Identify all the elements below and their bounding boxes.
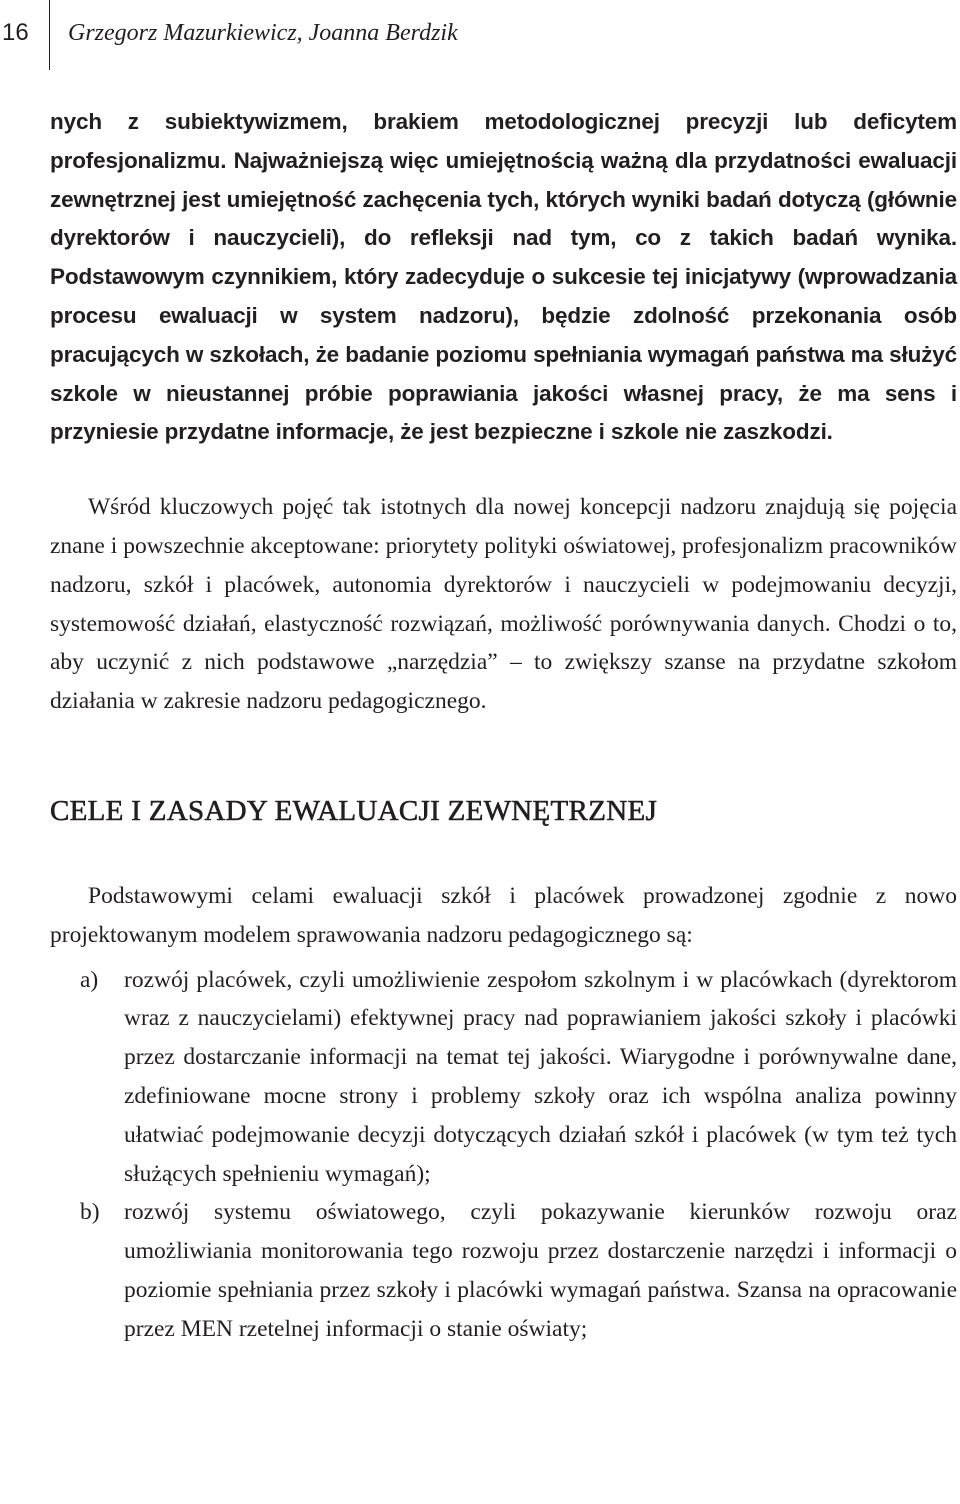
list-item-text-b: rozwój systemu oświatowego, czyli pokazywanie kierunków rozwoju oraz umożliwiania monitorowania tego rozwoju przez dostarczenie narzędzi i informacji o poziomie spełniania przez szkoły i placówki wymagań państwa. Szansa na opracowanie przez MEN rzetelnej informacji o stanie oświaty; — [124, 1199, 957, 1342]
section-heading: CELE I ZASADY EWALUACJI ZEWNĘTRZNEJ — [50, 794, 658, 827]
running-head-authors: Grzegorz Mazurkiewicz, Joanna Berdzik — [68, 20, 458, 46]
page-body — [50, 103, 957, 1349]
list-item-text-a: rozwój placówek, czyli umożliwienie zespołom szkolnym i w placówkach (dyrektorom wraz z nauczycielami) efektywnej pracy nad poprawianiem jakości szkoły i placówki przez dostarczanie informacji na temat tej jakości. Wiarygodne i porównywalne dane, zdefiniowane mocne strony i problemy szkoły oraz ich wspólna analiza powinny ułatwiać podejmowanie decyzji dotyczących działań szkół i placówek (w tym też tych służących spełnieniu wymagań); — [124, 966, 957, 1187]
section-intro-paragraph: Podstawowymi celami ewaluacji szkół i placówek prowadzonej zgodnie z nowo projektowanym modelem sprawowania nadzoru pedagogicznego są: — [50, 882, 957, 948]
list-item-b — [50, 1193, 957, 1348]
bold-intro-paragraph: nych z subiektywizmem, brakiem metodologicznej precyzji lub deficytem profesjonalizmu. Najważniejszą więc umiejętnością ważną dla przydatności ewaluacji zewnętrznej jest umiejętność zachęcenia tych, których wyniki badań dotyczą (głównie dyrektorów i nauczycieli), do refleksji nad tym, co z takich badań wynika. Podstawowym czynnikiem, który zadecyduje o sukcesie tej inicjatywy (wprowadzania procesu ewaluacji w system nadzoru), będzie zdolność przekonania osób pracujących w szkołach, że badanie poziomu spełniania wymagań państwa ma służyć szkole w nieustannej próbie poprawiania jakości własnej pracy, że ma sens i przyniesie przydatne informacje, że jest bezpieczne i szkole nie zaszkodzi. — [50, 109, 957, 445]
page-header — [0, 0, 960, 70]
goals-list — [50, 961, 957, 1349]
list-marker-b: b) — [80, 1199, 100, 1226]
key-concepts-paragraph: Wśród kluczowych pojęć tak istotnych dla nowej koncepcji nadzoru znajdują się pojęcia znane i powszechnie akceptowane: priorytety polityki oświatowej, profesjonalizm pracowników nadzoru, szkół i placówek, autonomia dyrektorów i nauczycieli w podejmowaniu decyzji, systemowość działań, elastyczność rozwiązań, możliwość porównywania danych. Chodzi o to, aby uczynić z nich podstawowe „narzędzia” – to zwiększy szanse na przydatne szkołom działania w zakresie nadzoru pedagogicznego. — [50, 494, 957, 715]
list-item-a — [50, 961, 957, 1194]
header-divider — [49, 0, 50, 70]
list-marker-a: a) — [80, 966, 99, 993]
page-number: 16 — [2, 19, 29, 46]
